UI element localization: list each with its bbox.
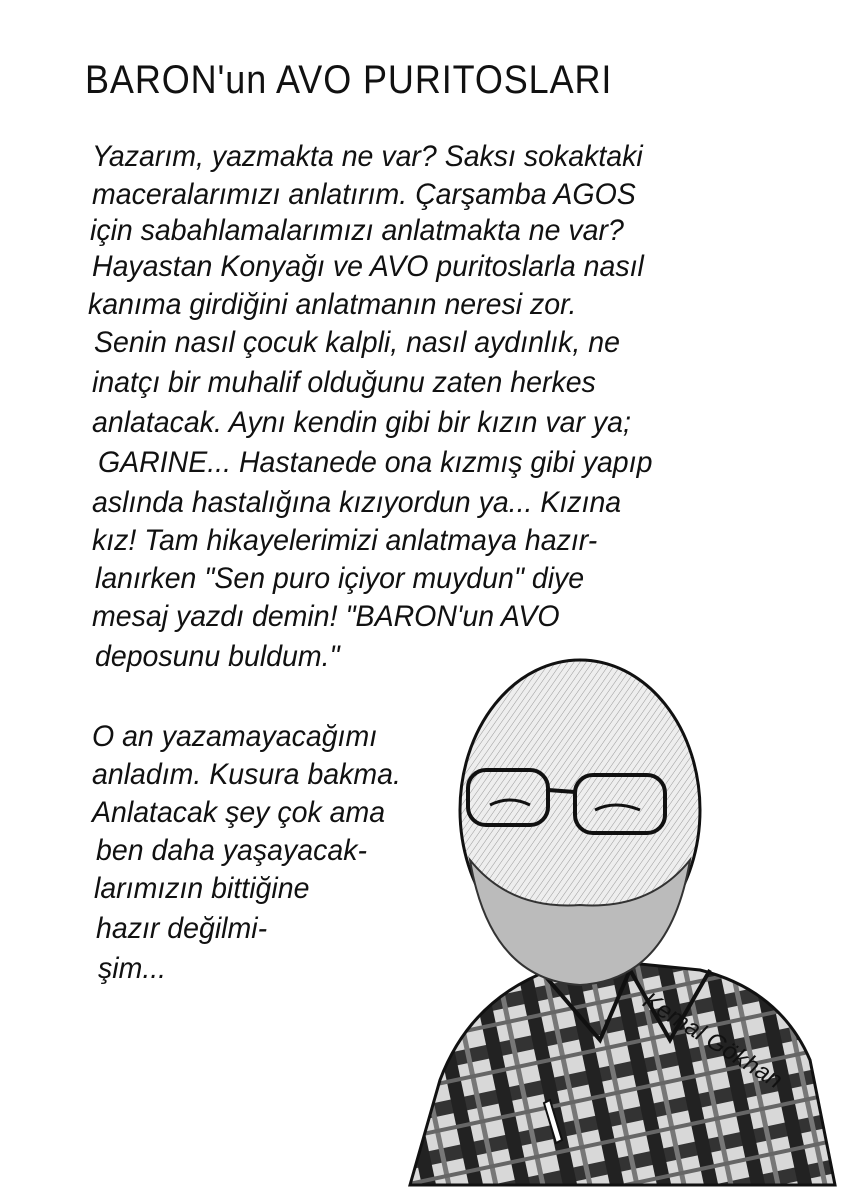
letter-line: hazır değilmi-: [96, 912, 268, 945]
letter-line: GARINE... Hastanede ona kızmış gibi yapıp: [98, 446, 653, 479]
letter-line: Senin nasıl çocuk kalpli, nasıl aydınlık, ne: [94, 326, 620, 359]
letter-line: anladım. Kusura bakma.: [92, 758, 401, 791]
letter-line: O an yazamayacağımı: [92, 720, 378, 753]
letter-line: kız! Tam hikayelerimizi anlatmaya hazır-: [92, 524, 598, 557]
letter-line: Anlatacak şey çok ama: [92, 796, 386, 829]
letter-line: Hayastan Konyağı ve AVO puritoslarla nasıl: [92, 250, 644, 283]
letter-line: larımızın bittiğine: [94, 872, 310, 905]
letter-line: maceralarımızı anlatırım. Çarşamba AGOS: [92, 178, 636, 211]
letter-line: Yazarım, yazmakta ne var? Saksı sokaktaki: [92, 140, 643, 173]
artist-signature: Kemal Gökhan: [638, 987, 788, 1095]
letter-line: mesaj yazdı demin! "BARON'un AVO: [92, 600, 560, 633]
letter-line: aslında hastalığına kızıyordun ya... Kızına: [92, 486, 622, 519]
letter-line: kanıma girdiğini anlatmanın neresi zor.: [88, 288, 577, 321]
letter-line: lanırken "Sen puro içiyor muydun" diye: [95, 562, 585, 595]
letter-line: şim...: [98, 952, 167, 985]
letter-line: için sabahlamalarımızı anlatmakta ne var?: [90, 214, 624, 247]
letter-line: inatçı bir muhalif olduğunu zaten herkes: [92, 366, 596, 399]
letter-line: ben daha yaşayacak-: [96, 834, 367, 867]
letter-line: deposunu buldum.": [95, 640, 340, 673]
portrait-illustration: [400, 640, 840, 1190]
letter-line: anlatacak. Aynı kendin gibi bir kızın var ya;: [92, 406, 631, 439]
page-title: BARON'un AVO PURITOSLARI: [85, 58, 613, 102]
